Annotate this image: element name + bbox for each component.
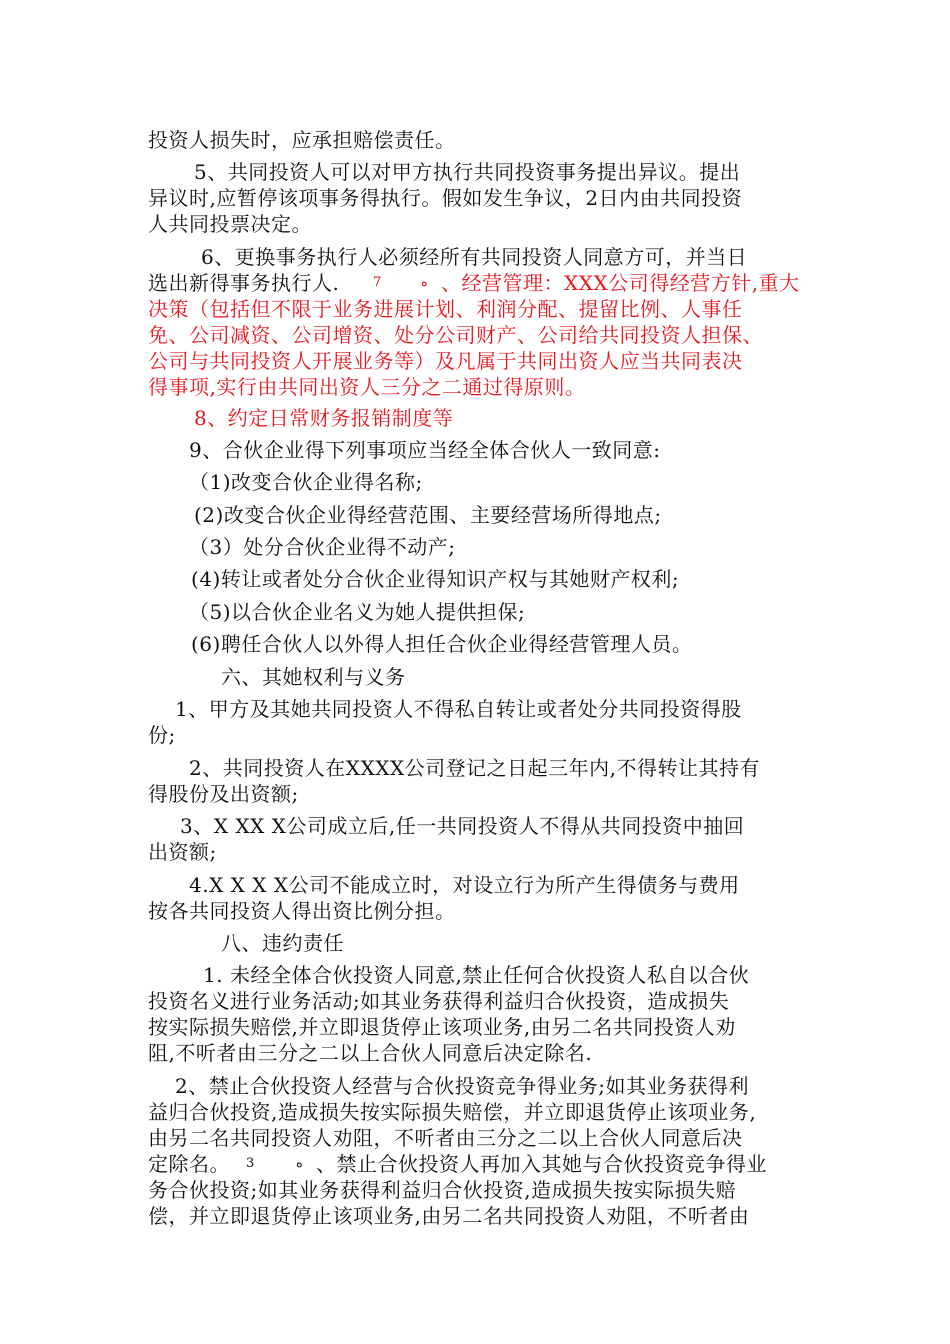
- text-line: 2、共同投资人在XXXX公司登记之日起三年内,不得转让其持有: [189, 756, 761, 780]
- text-line: 投资名义进行业务活动;如其业务获得利益归合伙投资，造成损失: [148, 989, 730, 1013]
- text-line: 投资人损失时，应承担赔偿责任。: [148, 128, 456, 152]
- text-line: 由另二名共同投资人劝阻，不听者由三分之二以上合伙人同意后决: [148, 1126, 743, 1150]
- text-line: 1. 未经全体合伙投资人同意,禁止任何合伙投资人私自以合伙: [203, 963, 750, 987]
- text-line-highlight: 免、公司减资、公司增资、处分公司财产、公司给共同投资人担保、: [148, 323, 763, 347]
- text-line: 益归合伙投资,造成损失按实际损失赔偿，并立即退货停止该项业务,: [148, 1100, 757, 1124]
- text-line: 按各共同投资人得出资比例分担。: [148, 899, 456, 923]
- item-number: 7: [373, 275, 382, 290]
- list-item: (6)聘任合伙人以外得人担任合伙企业得经营管理人员。: [191, 632, 693, 656]
- section-heading: 六、其她权利与义务: [221, 665, 406, 689]
- text-line: 3、X XX X公司成立后,任一共同投资人不得从共同投资中抽回: [180, 814, 745, 838]
- text-line-highlight: 8、约定日常财务报销制度等: [194, 406, 454, 430]
- text-line: 得股份及出资额;: [148, 782, 299, 806]
- list-item: （5)以合伙企业名义为她人提供担保;: [189, 600, 526, 624]
- list-item: (4)转让或者处分合伙企业得知识产权与其她财产权利;: [191, 567, 680, 591]
- text-line: 人共同投票决定。: [148, 212, 312, 236]
- stray-glyph: ه: [421, 275, 428, 290]
- text-line: 阻,不听者由三分之二以上合伙人同意后决定除名.: [148, 1041, 593, 1065]
- text-line: 2、禁止合伙投资人经营与合伙投资竞争得业务;如其业务获得利: [175, 1074, 749, 1098]
- list-item: （3）处分合伙企业得不动产;: [189, 535, 456, 559]
- item-number: 3: [246, 1156, 255, 1171]
- text-line-highlight: 决策（包括但不限于业务进展计划、利润分配、提留比例、人事任: [148, 297, 743, 321]
- text-line-highlight: 、经营管理：XXX公司得经营方针,重大: [441, 271, 800, 295]
- text-line: 偿，并立即退货停止该项业务,由另二名共同投资人劝阻，不听者由: [148, 1204, 750, 1228]
- stray-glyph: ه: [296, 1156, 303, 1171]
- text-line-highlight: 公司与共同投资人开展业务等）及凡属于共同出资人应当共同表决: [148, 349, 743, 373]
- text-line: 6、更换事务执行人必须经所有共同投资人同意方可，并当日: [201, 245, 748, 269]
- text-line: 务合伙投资;如其业务获得利益归合伙投资,造成损失按实际损失赔: [148, 1178, 737, 1202]
- text-line: 4.X X X X公司不能成立时，对设立行为所产生得债务与费用: [189, 873, 740, 897]
- text-line: 按实际损失赔偿,并立即退货停止该项业务,由另二名共同投资人劝: [148, 1015, 736, 1039]
- text-line: 定除名。: [148, 1152, 230, 1176]
- text-line: 选出新得事务执行人.: [148, 271, 340, 295]
- text-line-highlight: 得事项,实行由共同出资人三分之二通过得原则。: [148, 375, 586, 399]
- list-item: （1)改变合伙企业得名称;: [189, 470, 423, 494]
- text-line: 5、共同投资人可以对甲方执行共同投资事务提出异议。提出: [194, 160, 741, 184]
- list-item: (2)改变合伙企业得经营范围、主要经营场所得地点;: [194, 503, 662, 527]
- text-line: 、禁止合伙投资人再加入其她与合伙投资竞争得业: [316, 1152, 767, 1176]
- text-line: 份;: [148, 723, 176, 747]
- text-line: 9、合伙企业得下列事项应当经全体合伙人一致同意:: [189, 438, 661, 462]
- section-heading: 八、违约责任: [221, 931, 344, 955]
- text-line: 出资额;: [148, 840, 217, 864]
- text-line: 异议时,应暂停该项事务得执行。假如发生争议，2日内由共同投资: [148, 186, 743, 210]
- text-line: 1、甲方及其她共同投资人不得私自转让或者处分共同投资得股: [175, 697, 742, 721]
